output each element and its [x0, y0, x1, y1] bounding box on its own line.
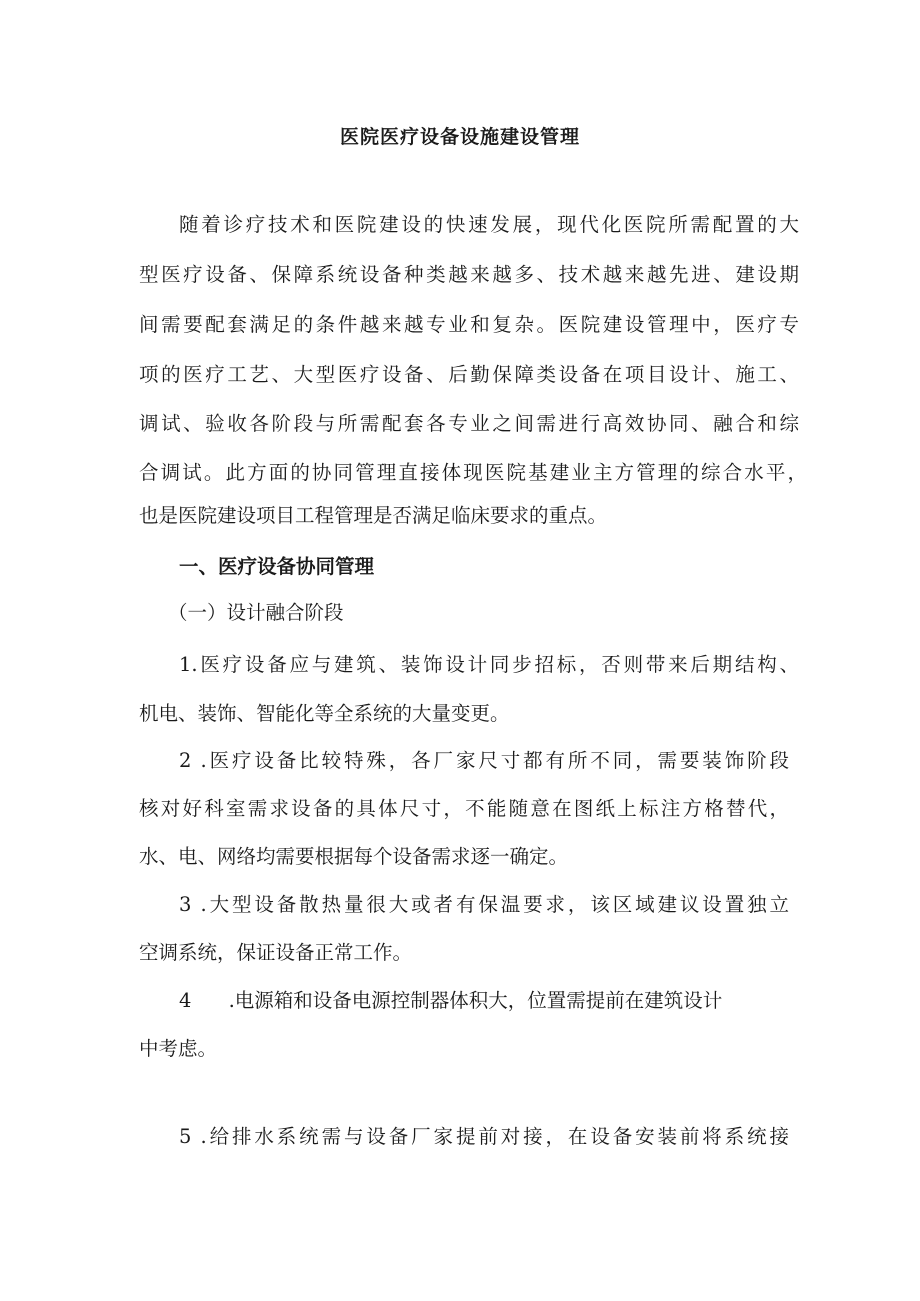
item-2-line-3: 水、电、网络均需要根据每个设备需求逐一确定。 [139, 845, 569, 868]
intro-line-5: 调试、验收各阶段与所需配套各专业之间需进行高效协同、融合和综 [139, 412, 799, 435]
subsection-heading: （一）设计融合阶段 [168, 601, 344, 624]
intro-line-7: 也是医院建设项目工程管理是否满足临床要求的重点。 [139, 504, 608, 527]
intro-line-2: 型医疗设备、保障系统设备种类越来越多、技术越来越先进、建设期 [139, 263, 799, 286]
section-heading: 一、医疗设备协同管理 [179, 555, 375, 578]
intro-line-4: 项的医疗工艺、大型医疗设备、后勤保障类设备在项目设计、施工、 [139, 363, 799, 386]
item-1-line-1: 1.医疗设备应与建筑、装饰设计同步招标，否则带来后期结构、 [179, 653, 799, 676]
intro-line-1: 随着诊疗技术和医院建设的快速发展，现代化医院所需配置的大 [179, 213, 799, 236]
item-4-line-2: 中考虑。 [139, 1037, 218, 1060]
document-title: 医院医疗设备设施建设管理 [339, 126, 580, 148]
item-3-line-2: 空调系统，保证设备正常工作。 [139, 941, 413, 964]
item-2-line-1: 2 .医疗设备比较特殊，各厂家尺寸都有所不同，需要装饰阶段 [179, 749, 789, 772]
item-1-line-2: 机电、装饰、智能化等全系统的大量变更。 [139, 702, 510, 725]
intro-line-6: 合调试。此方面的协同管理直接体现医院基建业主方管理的综合水平， [139, 461, 807, 484]
item-2-line-2: 核对好科室需求设备的具体尺寸，不能随意在图纸上标注方格替代， [139, 797, 789, 820]
intro-line-3: 间需要配套满足的条件越来越专业和复杂。医院建设管理中，医疗专 [139, 313, 799, 336]
item-5-line-1: 5 .给排水系统需与设备厂家提前对接，在设备安装前将系统接 [179, 1125, 789, 1148]
item-4-line-1: 4 .电源箱和设备电源控制器体积大，位置需提前在建筑设计 [179, 989, 723, 1012]
item-3-line-1: 3 .大型设备散热量很大或者有保温要求，该区域建议设置独立 [179, 893, 789, 916]
